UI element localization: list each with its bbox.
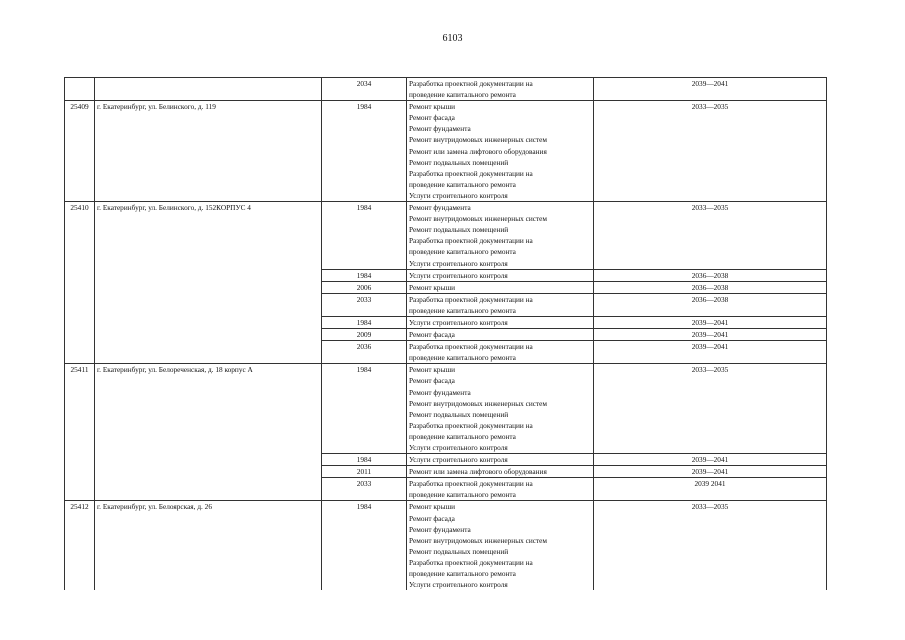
house-id-cell: 25409 (65, 101, 95, 202)
table-row (65, 269, 827, 281)
work-item: проведение капитального ремонта (409, 490, 516, 500)
planned-period-cell: 2039—2041 (594, 329, 827, 341)
planned-period-cell: 2039—2041 (594, 466, 827, 478)
work-item: Услуги строительного контроля (409, 317, 508, 327)
address-cell (95, 316, 322, 328)
planned-period-cell: 2033—2035 (594, 202, 827, 270)
work-item: Разработка проектной документации на (409, 557, 533, 567)
address-cell (95, 78, 322, 101)
work-item: Ремонт подвальных помещений (409, 157, 509, 167)
work-item: Ремонт внутридомовых инженерных систем (409, 535, 548, 545)
works-cell (407, 293, 594, 316)
planned-period-cell: 2039—2041 (594, 454, 827, 466)
table-body (65, 78, 827, 591)
table-row (65, 501, 827, 590)
address-cell (95, 454, 322, 466)
commission-year-cell: 2006 (322, 281, 407, 293)
address-cell (95, 341, 322, 364)
works-cell (407, 454, 594, 466)
work-item: Разработка проектной документации на (409, 420, 533, 430)
table-row (65, 101, 827, 202)
address-cell (95, 269, 322, 281)
work-item: Ремонт подвальных помещений (409, 409, 509, 419)
works-cell (407, 78, 594, 101)
works-cell (407, 501, 594, 590)
house-id-cell (65, 341, 95, 364)
address-cell (95, 281, 322, 293)
works-cell (407, 341, 594, 364)
work-item: проведение капитального ремонта (409, 569, 516, 579)
work-item: Услуги строительного контроля (409, 270, 508, 280)
house-id-cell (65, 293, 95, 316)
house-id-cell: 25412 (65, 501, 95, 590)
works-cell (407, 478, 594, 501)
work-item: проведение капитального ремонта (409, 353, 516, 363)
commission-year-cell: 1984 (322, 454, 407, 466)
work-item: Ремонт внутридомовых инженерных систем (409, 398, 548, 408)
house-id-cell (65, 478, 95, 501)
work-item: Услуги строительного контроля (409, 580, 508, 590)
work-item: Разработка проектной документации на (409, 294, 533, 304)
works-cell (407, 202, 594, 270)
work-item: проведение капитального ремонта (409, 179, 516, 189)
works-cell (407, 101, 594, 202)
commission-year-cell: 2033 (322, 293, 407, 316)
work-item: Ремонт подвальных помещений (409, 546, 509, 556)
commission-year-cell: 2036 (322, 341, 407, 364)
work-item: Разработка проектной документации на (409, 79, 533, 88)
work-item: Разработка проектной документации на (409, 168, 533, 178)
work-item: Ремонт фундамента (409, 124, 471, 134)
address-cell (95, 466, 322, 478)
address-cell (95, 329, 322, 341)
works-cell (407, 364, 594, 454)
planned-period-cell: 2039 2041 (594, 478, 827, 501)
work-item: Услуги строительного контроля (409, 443, 508, 452)
work-item: Ремонт внутридомовых инженерных систем (409, 135, 548, 145)
planned-period-cell: 2036—2038 (594, 269, 827, 281)
address-cell: г. Екатеринбург, ул. Белореченская, д. 18 корпус А (95, 364, 322, 454)
table-row (65, 281, 827, 293)
house-id-cell (65, 466, 95, 478)
planned-period-cell: 2033—2035 (594, 101, 827, 202)
house-id-cell (65, 316, 95, 328)
planned-period-cell: 2039—2041 (594, 316, 827, 328)
work-item: Ремонт крыши (409, 365, 456, 375)
table-row (65, 316, 827, 328)
commission-year-cell: 1984 (322, 101, 407, 202)
commission-year-cell: 1984 (322, 316, 407, 328)
commission-year-cell: 1984 (322, 202, 407, 270)
address-cell (95, 478, 322, 501)
table-row (65, 466, 827, 478)
commission-year-cell: 2033 (322, 478, 407, 501)
work-item: Ремонт или замена лифтового оборудования (409, 146, 547, 156)
work-item: проведение капитального ремонта (409, 90, 516, 100)
house-id-cell (65, 454, 95, 466)
table-row (65, 454, 827, 466)
work-item: Ремонт крыши (409, 102, 456, 112)
planned-period-cell: 2036—2038 (594, 293, 827, 316)
table-row (65, 478, 827, 501)
work-item: Разработка проектной документации на (409, 479, 533, 489)
works-cell (407, 329, 594, 341)
planned-period-cell: 2036—2038 (594, 281, 827, 293)
work-item: Разработка проектной документации на (409, 236, 533, 246)
capital-repair-table (64, 77, 827, 590)
planned-period-cell: 2039—2041 (594, 341, 827, 364)
commission-year-cell: 1984 (322, 501, 407, 590)
work-item: проведение капитального ремонта (409, 305, 516, 315)
table-row (65, 78, 827, 101)
works-cell (407, 316, 594, 328)
address-cell: г. Екатеринбург, ул. Белинского, д. 152КОРПУС 4 (95, 202, 322, 270)
work-item: Услуги строительного контроля (409, 190, 508, 200)
house-id-cell (65, 329, 95, 341)
table-row (65, 293, 827, 316)
work-item: Ремонт крыши (409, 502, 456, 512)
commission-year-cell: 1984 (322, 269, 407, 281)
work-item: Ремонт подвальных помещений (409, 225, 509, 235)
work-item: Разработка проектной документации на (409, 342, 533, 352)
work-item: Ремонт фасада (409, 113, 455, 123)
house-id-cell: 25411 (65, 364, 95, 454)
work-item: Услуги строительного контроля (409, 258, 508, 268)
address-cell: г. Екатеринбург, ул. Белинского, д. 119 (95, 101, 322, 202)
work-item: Услуги строительного контроля (409, 455, 508, 465)
commission-year-cell: 2009 (322, 329, 407, 341)
house-id-cell (65, 78, 95, 101)
work-item: Ремонт или замена лифтового оборудования (409, 467, 547, 477)
house-id-cell (65, 281, 95, 293)
work-item: Ремонт крыши (409, 282, 456, 292)
house-id-cell: 25410 (65, 202, 95, 270)
commission-year-cell: 1984 (322, 364, 407, 454)
work-item: Ремонт фасада (409, 330, 455, 340)
address-cell (95, 293, 322, 316)
commission-year-cell: 2034 (322, 78, 407, 101)
work-item: Ремонт фасада (409, 376, 455, 386)
table-row (65, 329, 827, 341)
work-item: Ремонт фасада (409, 513, 455, 523)
work-item: проведение капитального ремонта (409, 431, 516, 441)
commission-year-cell: 2011 (322, 466, 407, 478)
works-cell (407, 269, 594, 281)
table-row (65, 202, 827, 270)
address-cell: г. Екатеринбург, ул. Белоярская, д. 26 (95, 501, 322, 590)
house-id-cell (65, 269, 95, 281)
work-item: Ремонт фундамента (409, 203, 471, 213)
work-item: Ремонт фундамента (409, 524, 471, 534)
planned-period-cell: 2033—2035 (594, 501, 827, 590)
table-row (65, 341, 827, 364)
table-row (65, 364, 827, 454)
work-item: Ремонт внутридомовых инженерных систем (409, 214, 548, 224)
planned-period-cell: 2033—2035 (594, 364, 827, 454)
page-number: 6103 (442, 33, 463, 44)
work-item: проведение капитального ремонта (409, 247, 516, 257)
works-cell (407, 281, 594, 293)
planned-period-cell: 2039—2041 (594, 78, 827, 101)
works-cell (407, 466, 594, 478)
work-item: Ремонт фундамента (409, 387, 471, 397)
